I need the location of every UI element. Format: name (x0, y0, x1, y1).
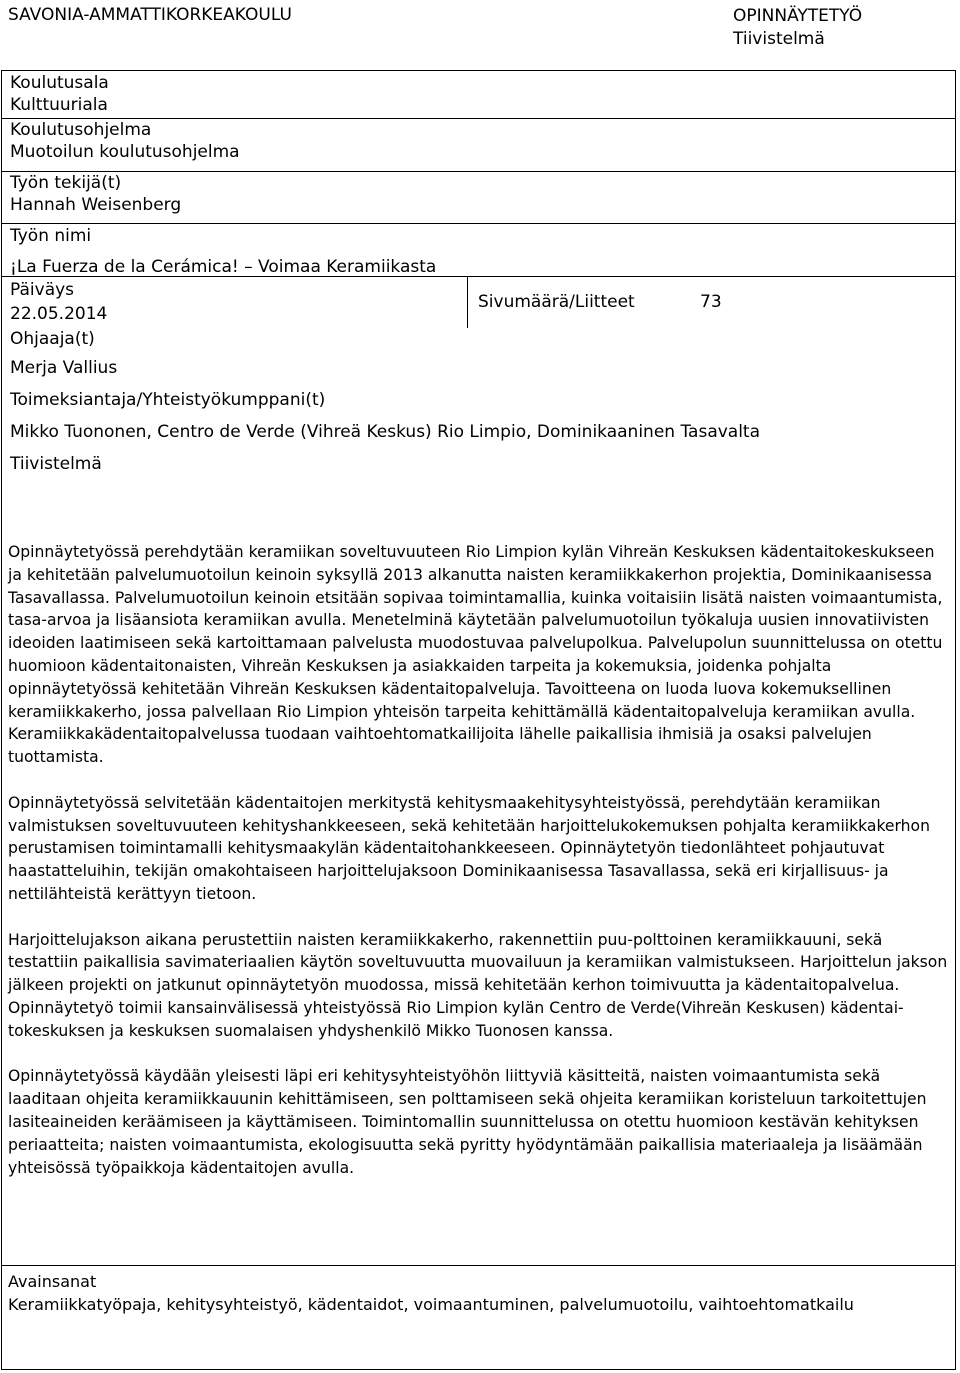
field-ohjaaja-value: Merja Vallius (10, 358, 118, 378)
field-tekija-value: Hannah Weisenberg (10, 195, 182, 215)
field-nimi-label: Työn nimi (10, 226, 92, 246)
school-name: SAVONIA-AMMATTIKORKEAKOULU (8, 5, 292, 25)
field-koulutusohjelma-value: Muotoilun koulutusohjelma (10, 142, 240, 162)
field-paivays-label: Päiväys (10, 280, 75, 300)
divider (2, 1265, 955, 1266)
abstract-body (8, 541, 953, 1202)
field-paivays-value: 22.05.2014 (10, 304, 108, 324)
document-type (733, 5, 862, 51)
field-sivumaara-value: 73 (700, 292, 722, 312)
divider (2, 171, 955, 172)
field-toimeksiantaja-label: Toimeksiantaja/Yhteistyökumppani(t) (10, 390, 326, 410)
field-tiivistelma-label: Tiivistelmä (10, 454, 102, 474)
abstract-paragraph: Opinnäytetyössä perehdytään keramiikan soveltuvuuteen Rio Limpion kylän Vihreän Keskuksen kädentaitokeskukseen ja kehitetään palvelumuotoilun keinoin syksyllä 2013 alkanutta naisten keramiikkakerhon projektia, Dominikaanisessa Tasavallassa. Palvelumuotoilun keinoin etsitään sopivaa toimintamallia, kuinka voitaisiin lisätä naisten voimaantumista, tasa-arvoa ja lisäansiota keramiikan avulla. Menetelminä käytetään palvelumuotoilun työkaluja uusien innovatiivisten ideoiden laatimiseen sekä kartoittamaan palvelusta muodostuvaa palvelupolkua. Palvelupolun suunnittelussa on otettu huomioon kädentaitonaisten, Vihreän Keskuksen ja asiakkaiden tarpeita ja kokemuksia, joidenka pohjalta opinnäytetyössä kehitetään Vihreän Keskuksen kädentaitopalveluja. Tavoitteena on luoda luova kokemuksellinen keramiikkakerho, jossa palvellaan Rio Limpion yhteisön tarpeita kehittämällä kädentaitopalveluja keramiikan avulla. Keramiikkakädentaitopalvelussa tuodaan vaihtoehtomatkailijoita lähelle paikallisia ihmisiä ja osaksi palvelujen tuottamista. (8, 543, 943, 767)
field-koulutusala-label: Koulutusala (10, 73, 109, 93)
divider (467, 276, 468, 328)
divider (2, 223, 955, 224)
field-sivumaara-label: Sivumäärä/Liitteet (478, 292, 635, 312)
document-type-subtitle: Tiivistelmä (733, 29, 825, 49)
abstract-paragraph: Opinnäytetyössä käydään yleisesti läpi eri kehitysyhteistyöhön liittyviä käsitteitä, naisten voimaantumista sekä laaditaan ohjeita keramiikkauunin kehittämiseen, sen polttamiseen sekä ohjeita keramiikan koristeluun tarkoitettujen lasiteaineiden keräämiseen ja käyttämiseen. Toimintomallin suunnittelussa on otettu huomioon kestävän kehityksen periaatteita; naisten voimaantumista, ekologisuutta sekä pyritty hyödyntämään paikallisia materiaaleja ja lisäämään yhteisössä työpaikkoja kädentaitojen avulla. (8, 1067, 927, 1177)
field-toimeksiantaja-value: Mikko Tuononen, Centro de Verde (Vihreä Keskus) Rio Limpio, Dominikaaninen Tasavalta (10, 422, 761, 442)
field-ohjaaja-label: Ohjaaja(t) (10, 329, 95, 349)
document-type-title: OPINNÄYTETYÖ (733, 6, 863, 26)
keywords-value: Keramiikkatyöpaja, kehitysyhteistyö, kädentaidot, voimaantuminen, palvelumuotoilu, vaihtoehtomatkailu (8, 1295, 854, 1314)
abstract-paragraph: Harjoittelujakson aikana perustettiin naisten keramiikkakerho, rakennettiin puu-polttoinen keramiikkauuni, sekä testattiin paikallisia savimateriaalien käytön soveltuvuutta muovailuun ja keramiikan valmistukseen. Harjoittelun jakson jälkeen projekti on jatkunut opinnäytetyön muodossa, missä kehitetään kerhon toimivuutta ja kädentaitopalvelua. Opinnäytetyö toimii kansainvälisessä yhteistyössä Rio Limpion kylän Centro de Verde(Vihreän Keskusen) kädentai-tokeskuksen ja keskuksen suomalaisen yhdyshenkilö Mikko Tuonosen kanssa. (8, 930, 948, 1040)
keywords-label: Avainsanat (8, 1272, 97, 1291)
abstract-paragraph: Opinnäytetyössä selvitetään kädentaitojen merkitystä kehitysmaakehitysyhteistyössä, perehdytään keramiikan valmistuksen soveltuvuuteen kehityshankkeeseen, sekä kehitetään harjoittelukokemuksen pohjalta keramiikkakerhon perustamisen toimintamalli kehitysmaakylän kädentaitohankkeeseen. Opinnäytetyön tiedonlähteet pohjautuvat haastatteluihin, tekijän omakohtaiseen harjoittelujaksoon Dominikaanisessa Tasavallassa, sekä eri kirjallisuus- ja nettilähteistä kerättyyn tietoon. (8, 793, 930, 903)
field-tekija-label: Työn tekijä(t) (10, 173, 122, 193)
field-nimi-value: ¡La Fuerza de la Cerámica! – Voimaa Keramiikasta (10, 257, 437, 277)
field-koulutusohjelma-label: Koulutusohjelma (10, 120, 152, 140)
field-koulutusala-value: Kulttuuriala (10, 95, 108, 115)
